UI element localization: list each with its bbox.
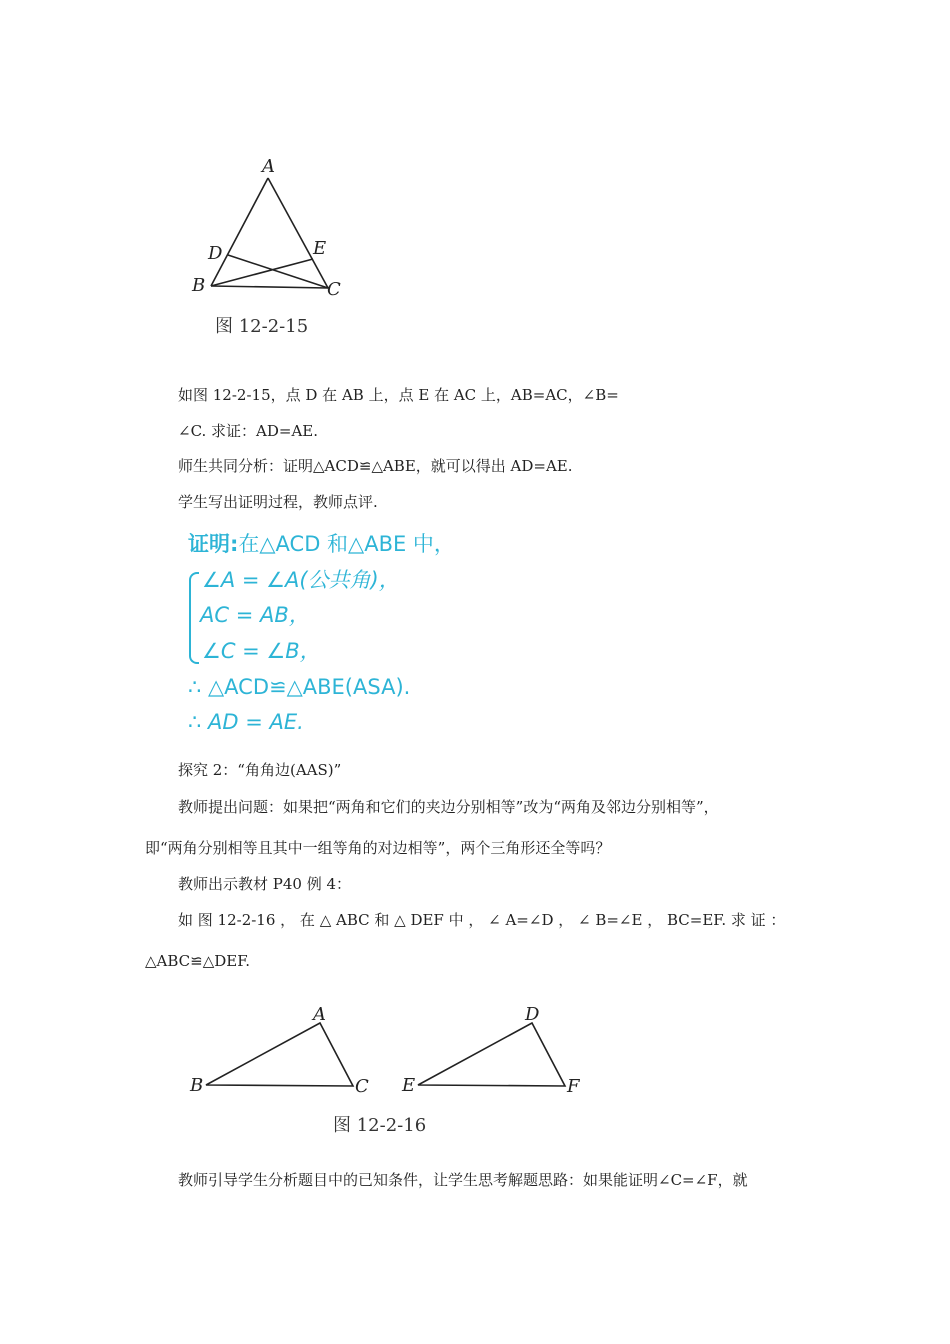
label-C: C: [327, 279, 341, 300]
label-A2: A: [313, 1004, 326, 1025]
label-B2: B: [190, 1075, 204, 1096]
figure-2-caption: 图 12-2-16: [333, 1115, 427, 1136]
proof-heading: [188, 530, 455, 558]
label-B: B: [192, 275, 206, 296]
instruction-line: 学生写出证明过程，教师点评.: [178, 493, 378, 511]
label-E: E: [313, 238, 327, 259]
proof-heading-label: 证明:: [188, 532, 239, 556]
proof-condition-1: ∠A = ∠A(公共角)，: [202, 568, 400, 592]
proof-condition-2: AC = AB，: [200, 603, 310, 627]
label-D: D: [208, 243, 223, 264]
problem-line-1: 如图 12-2-15，点 D 在 AB 上，点 E 在 AC 上，AB=AC，∠B=: [178, 386, 619, 404]
segment-AB: [211, 178, 268, 286]
figure-1-caption: 图 12-2-15: [215, 316, 309, 337]
guide-line-1: 教师引导学生分析题目中的已知条件，让学生思考解题思路：如果能证明∠C=∠F，就: [178, 1171, 748, 1189]
explore-2-title: 探究 2：“角角边(AAS)”: [178, 761, 342, 779]
example-intro: 教师出示教材 P40 例 4：: [178, 875, 352, 893]
figure-12-2-16: [180, 995, 600, 1105]
proof-brace: [189, 572, 199, 664]
label-D2: D: [525, 1004, 540, 1025]
question-line-1: 教师提出问题：如果把“两角和它们的夹边分别相等”改为“两角及邻边分别相等”，: [178, 798, 719, 816]
label-A: A: [262, 156, 275, 177]
segment-BE: [211, 259, 313, 286]
triangle-ABC: [206, 1023, 353, 1086]
label-C2: C: [355, 1076, 369, 1097]
label-F2: F: [567, 1076, 580, 1097]
analysis-line: 师生共同分析：证明△ACD≌△ABE，就可以得出 AD=AE.: [178, 457, 573, 475]
proof-conclusion-2: ∴ AD = AE.: [188, 710, 304, 734]
proof-heading-text: 在△ACD 和△ABE 中，: [238, 532, 455, 556]
problem-line-2: ∠C. 求证：AD=AE.: [178, 422, 319, 440]
proof-conclusion-1: ∴ △ACD≌△ABE(ASA).: [188, 675, 411, 699]
example-line-1: 如 图 12-2-16 ， 在 △ ABC 和 △ DEF 中 ， ∠ A=∠D ， ∠ B=∠E ， BC=EF. 求 证 ：: [178, 911, 786, 929]
triangle-DEF: [418, 1023, 565, 1086]
question-line-2: 即“两角分别相等且其中一组等角的对边相等”，两个三角形还全等吗？: [145, 839, 611, 857]
proof-condition-3: ∠C = ∠B，: [202, 639, 321, 663]
segment-BC: [211, 286, 328, 288]
label-E2: E: [402, 1075, 416, 1096]
example-line-2: △ABC≌△DEF.: [145, 952, 251, 970]
